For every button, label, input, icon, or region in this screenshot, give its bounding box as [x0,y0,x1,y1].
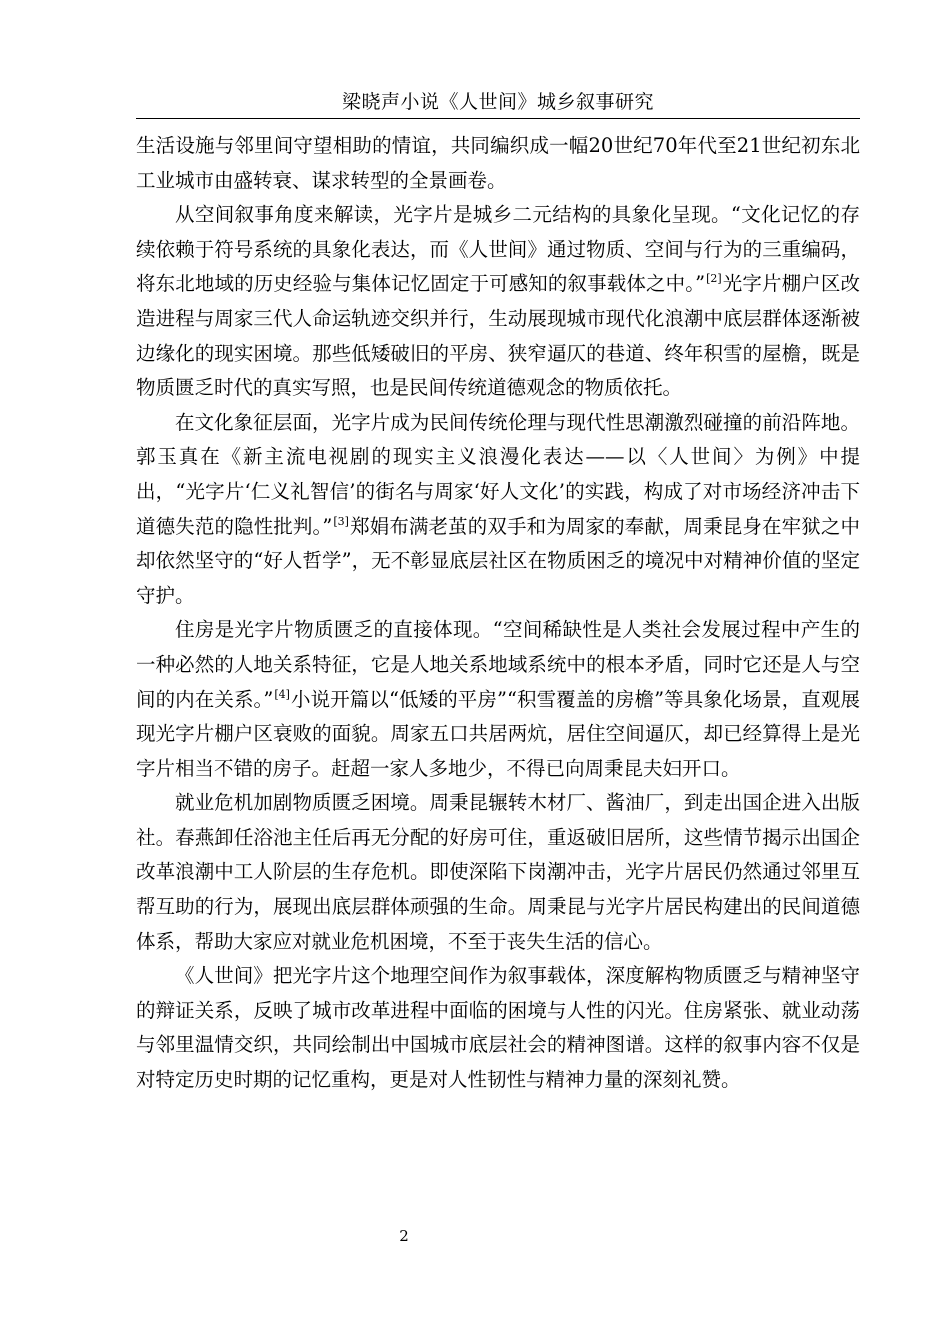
paragraph-text: 生活设施与邻里间守望相助的情谊，共同编织成一幅20世纪70年代至21世纪初东北工业城市由盛转衰、谋求转型的全景画卷。 [136,134,860,192]
paragraph-text: 《人世间》把光字片这个地理空间作为叙事载体，深度解构物质匮乏与精神坚守的辩证关系，反映了城市改革进程中面临的困境与人性的闪光。住房紧张、就业动荡与邻里温情交织，共同绘制出中国城市底层社会的精神图谱。这样的叙事内容不仅是对特定历史时期的记忆重构，更是对人性韧性与精神力量的深刻礼赞。 [136,964,860,1092]
page-number: 2 [399,1227,409,1245]
paragraph [136,959,860,1097]
paragraph [136,406,860,614]
paragraph [136,786,860,959]
paragraph-text: 光字片棚户区改造进程与周家三代人命运轨迹交织并行，生动展现城市现代化浪潮中底层群体逐渐被边缘化的现实困境。那些低矮破旧的平房、狭窄逼仄的巷道、终年积雪的屋檐，既是物质匮乏时代的真实写照，也是民间传统道德观念的物质依托。 [136,272,860,400]
body-text [136,129,860,1098]
paragraph [136,198,860,406]
paragraph [136,613,860,786]
paragraph-text: 在文化象征层面，光字片成为民间传统伦理与现代性思潮激烈碰撞的前沿阵地。郭玉真在《新主流电视剧的现实主义浪漫化表达——以〈人世间〉为例》中提出，“光字片‘仁义礼智信’的街名与周家‘好人文化’的实践，构成了对市场经济冲击下道德失范的隐性批判。” [136,410,860,538]
paragraph-text: 住房是光字片物质匮乏的直接体现。“空间稀缺性是人类社会发展过程中产生的一种必然的人地关系特征，它是人地关系地域系统中的根本矛盾，同时它还是人与空间的内在关系。” [136,618,860,711]
running-header-title: 梁晓声小说《人世间》城乡叙事研究 [341,91,654,113]
paragraph-text: 郑娟布满老茧的双手和为周家的奉献，周秉昆身在牢狱之中却依然坚守的“好人哲学”，无不彰显底层社区在物质困乏的境况中对精神价值的坚定守护。 [136,514,860,607]
header-divider [136,118,860,119]
citation-marker: [4] [274,687,290,701]
paragraph [136,129,860,198]
paragraph-text: 小说开篇以“低矮的平房”“积雪覆盖的房檐”等具象化场景，直观展现光字片棚户区衰败的面貌。周家五口共居两炕，居住空间逼仄，却已经算得上是光字片相当不错的房子。赶超一家人多地少，不得已向周秉昆夫妇开口。 [136,687,860,780]
paragraph-text: 就业危机加剧物质匮乏困境。周秉昆辗转木材厂、酱油厂，到走出国企进入出版社。春燕卸任浴池主任后再无分配的好房可住，重返破旧居所，这些情节揭示出国企改革浪潮中工人阶层的生存危机。即使深陷下岗潮冲击，光字片居民仍然通过邻里互帮互助的行为，展现出底层群体顽强的生命。周秉昆与光字片居民构建出的民间道德体系，帮助大家应对就业危机困境，不至于丧失生活的信心。 [136,791,860,953]
paragraph-text: 从空间叙事角度来解读，光字片是城乡二元结构的具象化呈现。“文化记忆的存续依赖于符号系统的具象化表达，而《人世间》通过物质、空间与行为的三重编码，将东北地域的历史经验与集体记忆固定于可感知的叙事载体之中。” [136,203,860,296]
citation-marker: [3] [333,514,349,528]
citation-marker: [2] [706,272,722,286]
